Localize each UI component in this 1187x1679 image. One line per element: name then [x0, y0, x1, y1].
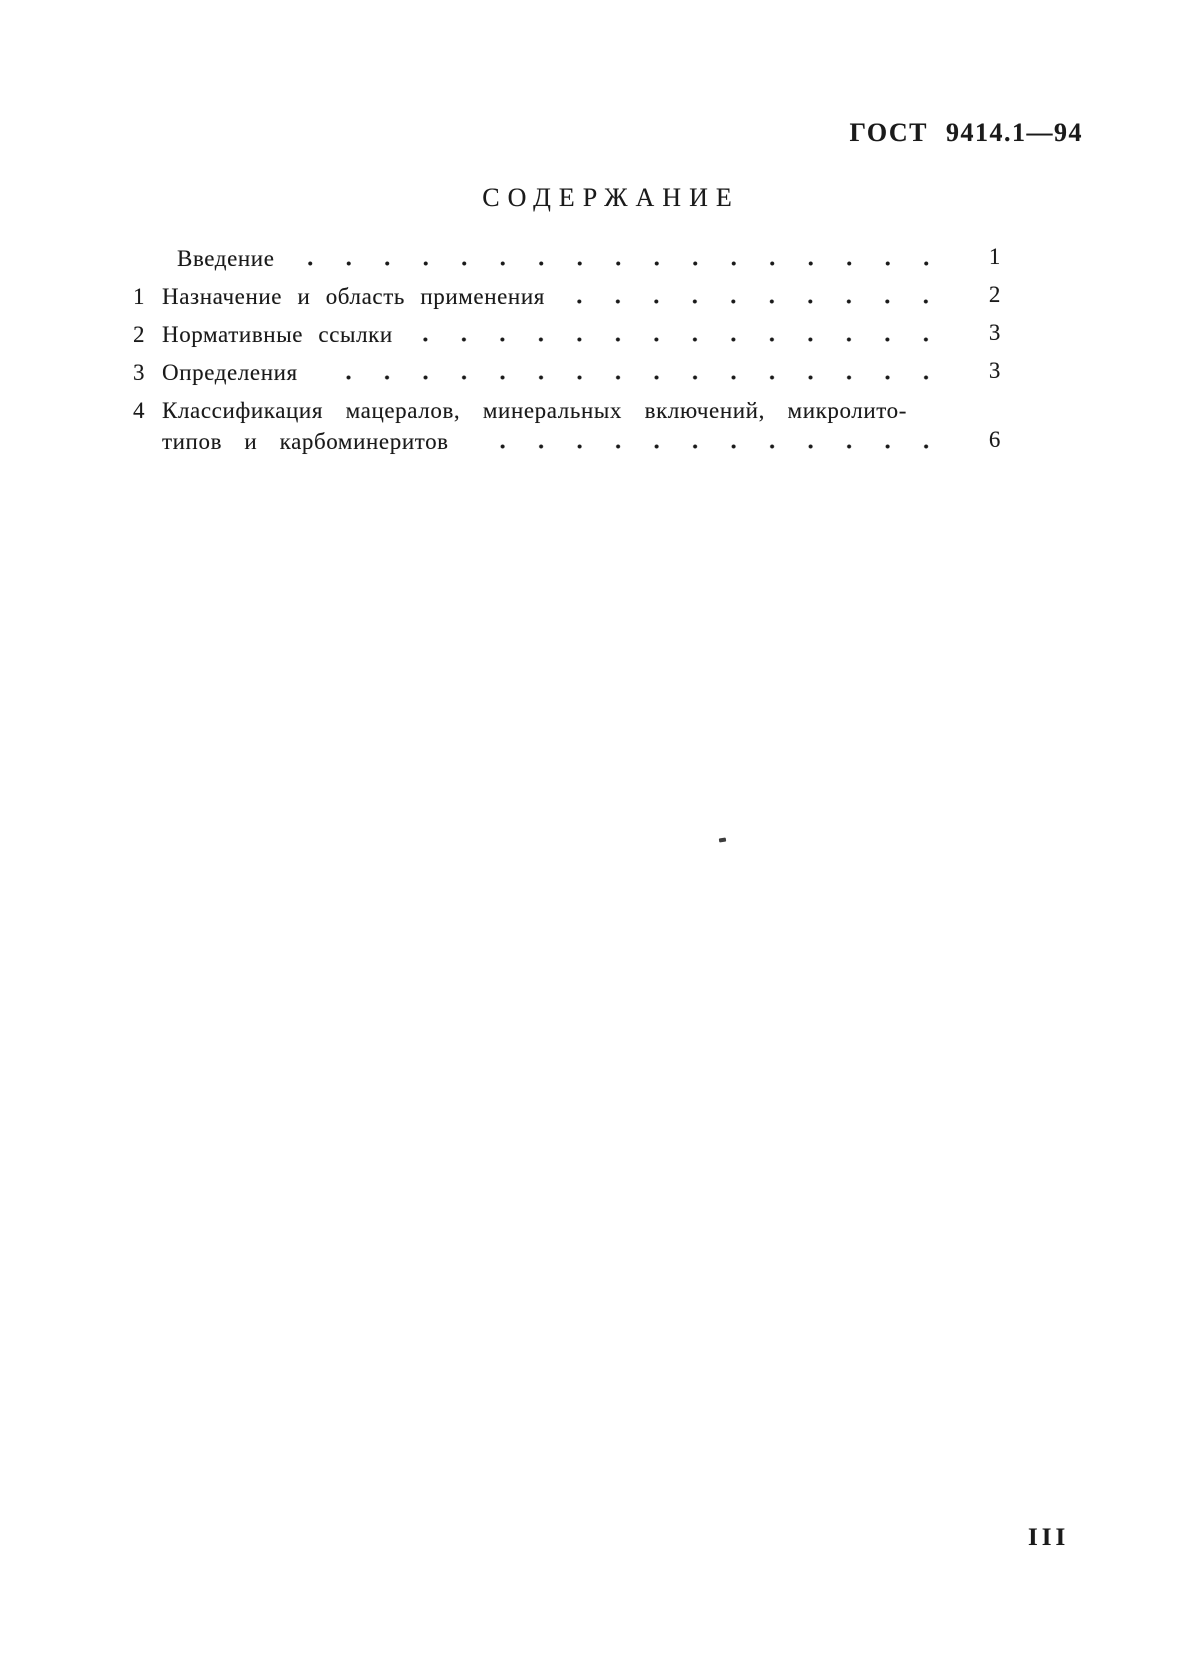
toc-row [133, 284, 1001, 309]
toc-item-label-line1: Классификация мацералов, минеральных включений, микролито- [162, 398, 907, 423]
toc-page-number: 3 [988, 358, 1001, 383]
toc-item-label: Определения [162, 360, 298, 385]
toc-item-label: Введение [177, 246, 275, 271]
standard-code: ГОСТ 9414.1—94 [849, 118, 1083, 147]
toc-page-number: 6 [988, 427, 1001, 452]
toc-item-number: 3 [133, 360, 146, 385]
toc-item-number: 4 [133, 398, 146, 423]
toc-row [133, 322, 1001, 347]
table-of-contents [133, 246, 1001, 467]
toc-item-label: Нормативные ссылки [162, 322, 393, 347]
toc-item-label-line2: типов и карбоминеритов [162, 429, 449, 454]
scan-speck-artifact [719, 838, 726, 843]
toc-item-label-line2-row [162, 429, 1001, 454]
toc-page-number: 2 [988, 282, 1001, 307]
dot-leader [318, 375, 945, 380]
toc-title: СОДЕРЖАНИЕ [482, 183, 740, 212]
dot-leader [295, 261, 945, 266]
toc-item-number: 2 [133, 322, 146, 347]
toc-page-number: 3 [988, 320, 1001, 345]
toc-item-multiline [162, 398, 1001, 454]
toc-item-label: Назначение и область применения [162, 284, 545, 309]
page-folio: III [1028, 1524, 1070, 1551]
toc-row [133, 398, 1001, 454]
dot-leader [413, 337, 945, 342]
dot-leader [565, 299, 945, 304]
toc-page-number: 1 [988, 244, 1001, 269]
toc-row [133, 360, 1001, 385]
toc-row [133, 246, 1001, 271]
toc-item-number: 1 [133, 284, 146, 309]
dot-leader [469, 444, 945, 449]
